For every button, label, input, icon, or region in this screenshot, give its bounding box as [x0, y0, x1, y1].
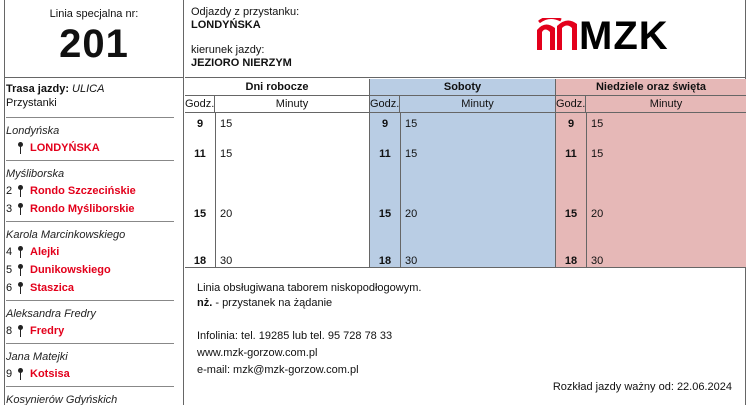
street-name: Karola Marcinkowskiego [6, 229, 126, 241]
stop-item [6, 279, 174, 297]
timetable-row [556, 117, 746, 131]
header [185, 0, 746, 78]
hour-divider [215, 113, 216, 267]
stop-pin-icon [16, 264, 26, 276]
hour-cell: 15 [564, 208, 578, 220]
request-stop-text: - przystanek na żądanie [215, 297, 333, 309]
minutes-cell: 15 [591, 118, 604, 130]
timetable-row [370, 117, 555, 131]
info-lowfloor: Linia obsługiwana taborem niskopodłogowym. [197, 282, 422, 294]
hour-header: Godz. [370, 98, 400, 110]
direction-label: kierunek jazdy: [191, 44, 265, 56]
street-name: Myśliborska [6, 168, 65, 180]
minutes-cell: 20 [591, 208, 604, 220]
route-list [6, 117, 174, 405]
stop-name-link[interactable]: Rondo Szczecińskie [30, 185, 136, 197]
hour-header: Godz. [556, 98, 586, 110]
route-street-group [6, 343, 174, 383]
mzk-logo-mark-icon [535, 18, 579, 52]
stop-index: 5 [6, 264, 13, 276]
minutes-cell: 20 [405, 208, 418, 220]
mzk-logo-text: MZK [579, 14, 669, 58]
stop-index: 3 [6, 203, 13, 215]
minutes-cell: 30 [220, 255, 233, 267]
day-column [185, 79, 370, 267]
column-subheader [556, 96, 746, 113]
stop-pin-icon [16, 185, 26, 197]
line-number-box [4, 0, 184, 78]
timetable-row [185, 207, 369, 221]
request-stop-abbr: nż. [197, 297, 213, 309]
stop-item [6, 200, 174, 218]
minutes-header: Minuty [461, 98, 494, 110]
timetable-row [185, 117, 369, 131]
route-title-value: ULICA [72, 83, 105, 95]
info-phone: Infolinia: tel. 19285 lub tel. 95 728 78 33 [197, 330, 393, 342]
street-name: Kosynierów Gdyńskich [6, 394, 118, 405]
hour-cell: 18 [564, 255, 578, 267]
timetable-row [556, 147, 746, 161]
hour-cell: 11 [379, 148, 391, 160]
stop-name-link[interactable]: Rondo Myśliborskie [30, 203, 135, 215]
street-name: Londyńska [6, 125, 60, 137]
street-name: Aleksandra Fredry [6, 308, 96, 320]
route-street-group [6, 117, 174, 157]
stop-item [6, 139, 174, 157]
route-street-group [6, 300, 174, 340]
day-header: Dni robocze [185, 79, 369, 96]
hour-cell: 11 [565, 148, 577, 160]
stop-item [6, 322, 174, 340]
stop-pin-icon [16, 246, 26, 258]
stop-index: 4 [6, 246, 13, 258]
info-website: www.mzk-gorzow.com.pl [197, 347, 318, 359]
stop-index: 9 [6, 368, 13, 380]
info-request-stop [197, 297, 332, 309]
stop-item [6, 365, 174, 383]
info-box [185, 267, 746, 405]
line-number: 201 [59, 22, 129, 66]
day-header: Niedziele oraz święta [556, 79, 746, 96]
stop-name-link[interactable]: Alejki [30, 246, 60, 258]
minutes-header: Minuty [649, 98, 683, 110]
stop-pin-icon [16, 282, 26, 294]
timetable-row [556, 207, 746, 221]
hour-divider [586, 113, 587, 267]
stop-item [6, 261, 174, 279]
stop-name-link[interactable]: Dunikowskiego [30, 264, 111, 276]
stop-pin-icon [16, 203, 26, 215]
day-column [370, 79, 556, 267]
route-street-group [6, 221, 174, 297]
stop-name-link[interactable]: Fredry [30, 325, 65, 337]
route-title-prefix: Trasa jazdy: [6, 83, 69, 95]
stop-item [6, 182, 174, 200]
route-street-group [6, 386, 174, 405]
stop-index: 6 [6, 282, 13, 294]
minutes-cell: 15 [220, 148, 233, 160]
hour-cell: 9 [567, 118, 575, 130]
stop-name: LONDYŃSKA [191, 19, 261, 31]
minutes-cell: 30 [591, 255, 604, 267]
hour-cell: 11 [194, 148, 206, 160]
hour-cell: 18 [193, 255, 207, 267]
route-header [6, 82, 176, 110]
timetable-row [370, 254, 555, 268]
route-subtitle: Przystanki [6, 97, 57, 109]
minutes-cell: 30 [405, 255, 418, 267]
hour-cell: 15 [378, 208, 392, 220]
stop-pin-icon [16, 325, 26, 337]
valid-from: Rozkład jazdy ważny od: 22.06.2024 [552, 381, 732, 393]
departures-label: Odjazdy z przystanku: [191, 6, 300, 18]
hour-cell: 18 [378, 255, 392, 267]
minutes-cell: 15 [591, 148, 604, 160]
minutes-cell: 15 [405, 118, 418, 130]
line-label: Linia specjalna nr: [49, 8, 139, 20]
stop-index: 8 [6, 325, 13, 337]
minutes-cell: 20 [220, 208, 233, 220]
timetable-row [370, 147, 555, 161]
hour-divider [400, 113, 401, 267]
street-name: Jana Matejki [6, 351, 68, 363]
stop-pin-icon [16, 142, 26, 154]
column-subheader [370, 96, 555, 113]
timetable-row [185, 254, 369, 268]
direction-value: JEZIORO NIERZYM [191, 57, 292, 69]
hour-cell: 9 [381, 118, 389, 130]
stop-name-link[interactable]: Kotsisa [30, 368, 70, 380]
hour-cell: 9 [196, 118, 204, 130]
route-street-group [6, 160, 174, 218]
hour-cell: 15 [193, 208, 207, 220]
timetable-row [370, 207, 555, 221]
timetable-row [185, 147, 369, 161]
timetable-row [556, 254, 746, 268]
minutes-cell: 15 [405, 148, 418, 160]
minutes-header: Minuty [275, 98, 309, 110]
column-subheader [185, 96, 369, 113]
stop-pin-icon [16, 368, 26, 380]
stop-index: 2 [6, 185, 13, 197]
hour-header: Godz. [185, 98, 215, 110]
minutes-cell: 15 [220, 118, 233, 130]
mzk-logo [535, 16, 675, 58]
stop-item [6, 243, 174, 261]
day-header: Soboty [370, 79, 555, 96]
day-column [556, 79, 746, 267]
stop-name-link[interactable]: Staszica [30, 282, 75, 294]
stop-name-link[interactable]: LONDYŃSKA [30, 142, 100, 154]
info-email: e-mail: mzk@mzk-gorzow.com.pl [197, 364, 359, 376]
